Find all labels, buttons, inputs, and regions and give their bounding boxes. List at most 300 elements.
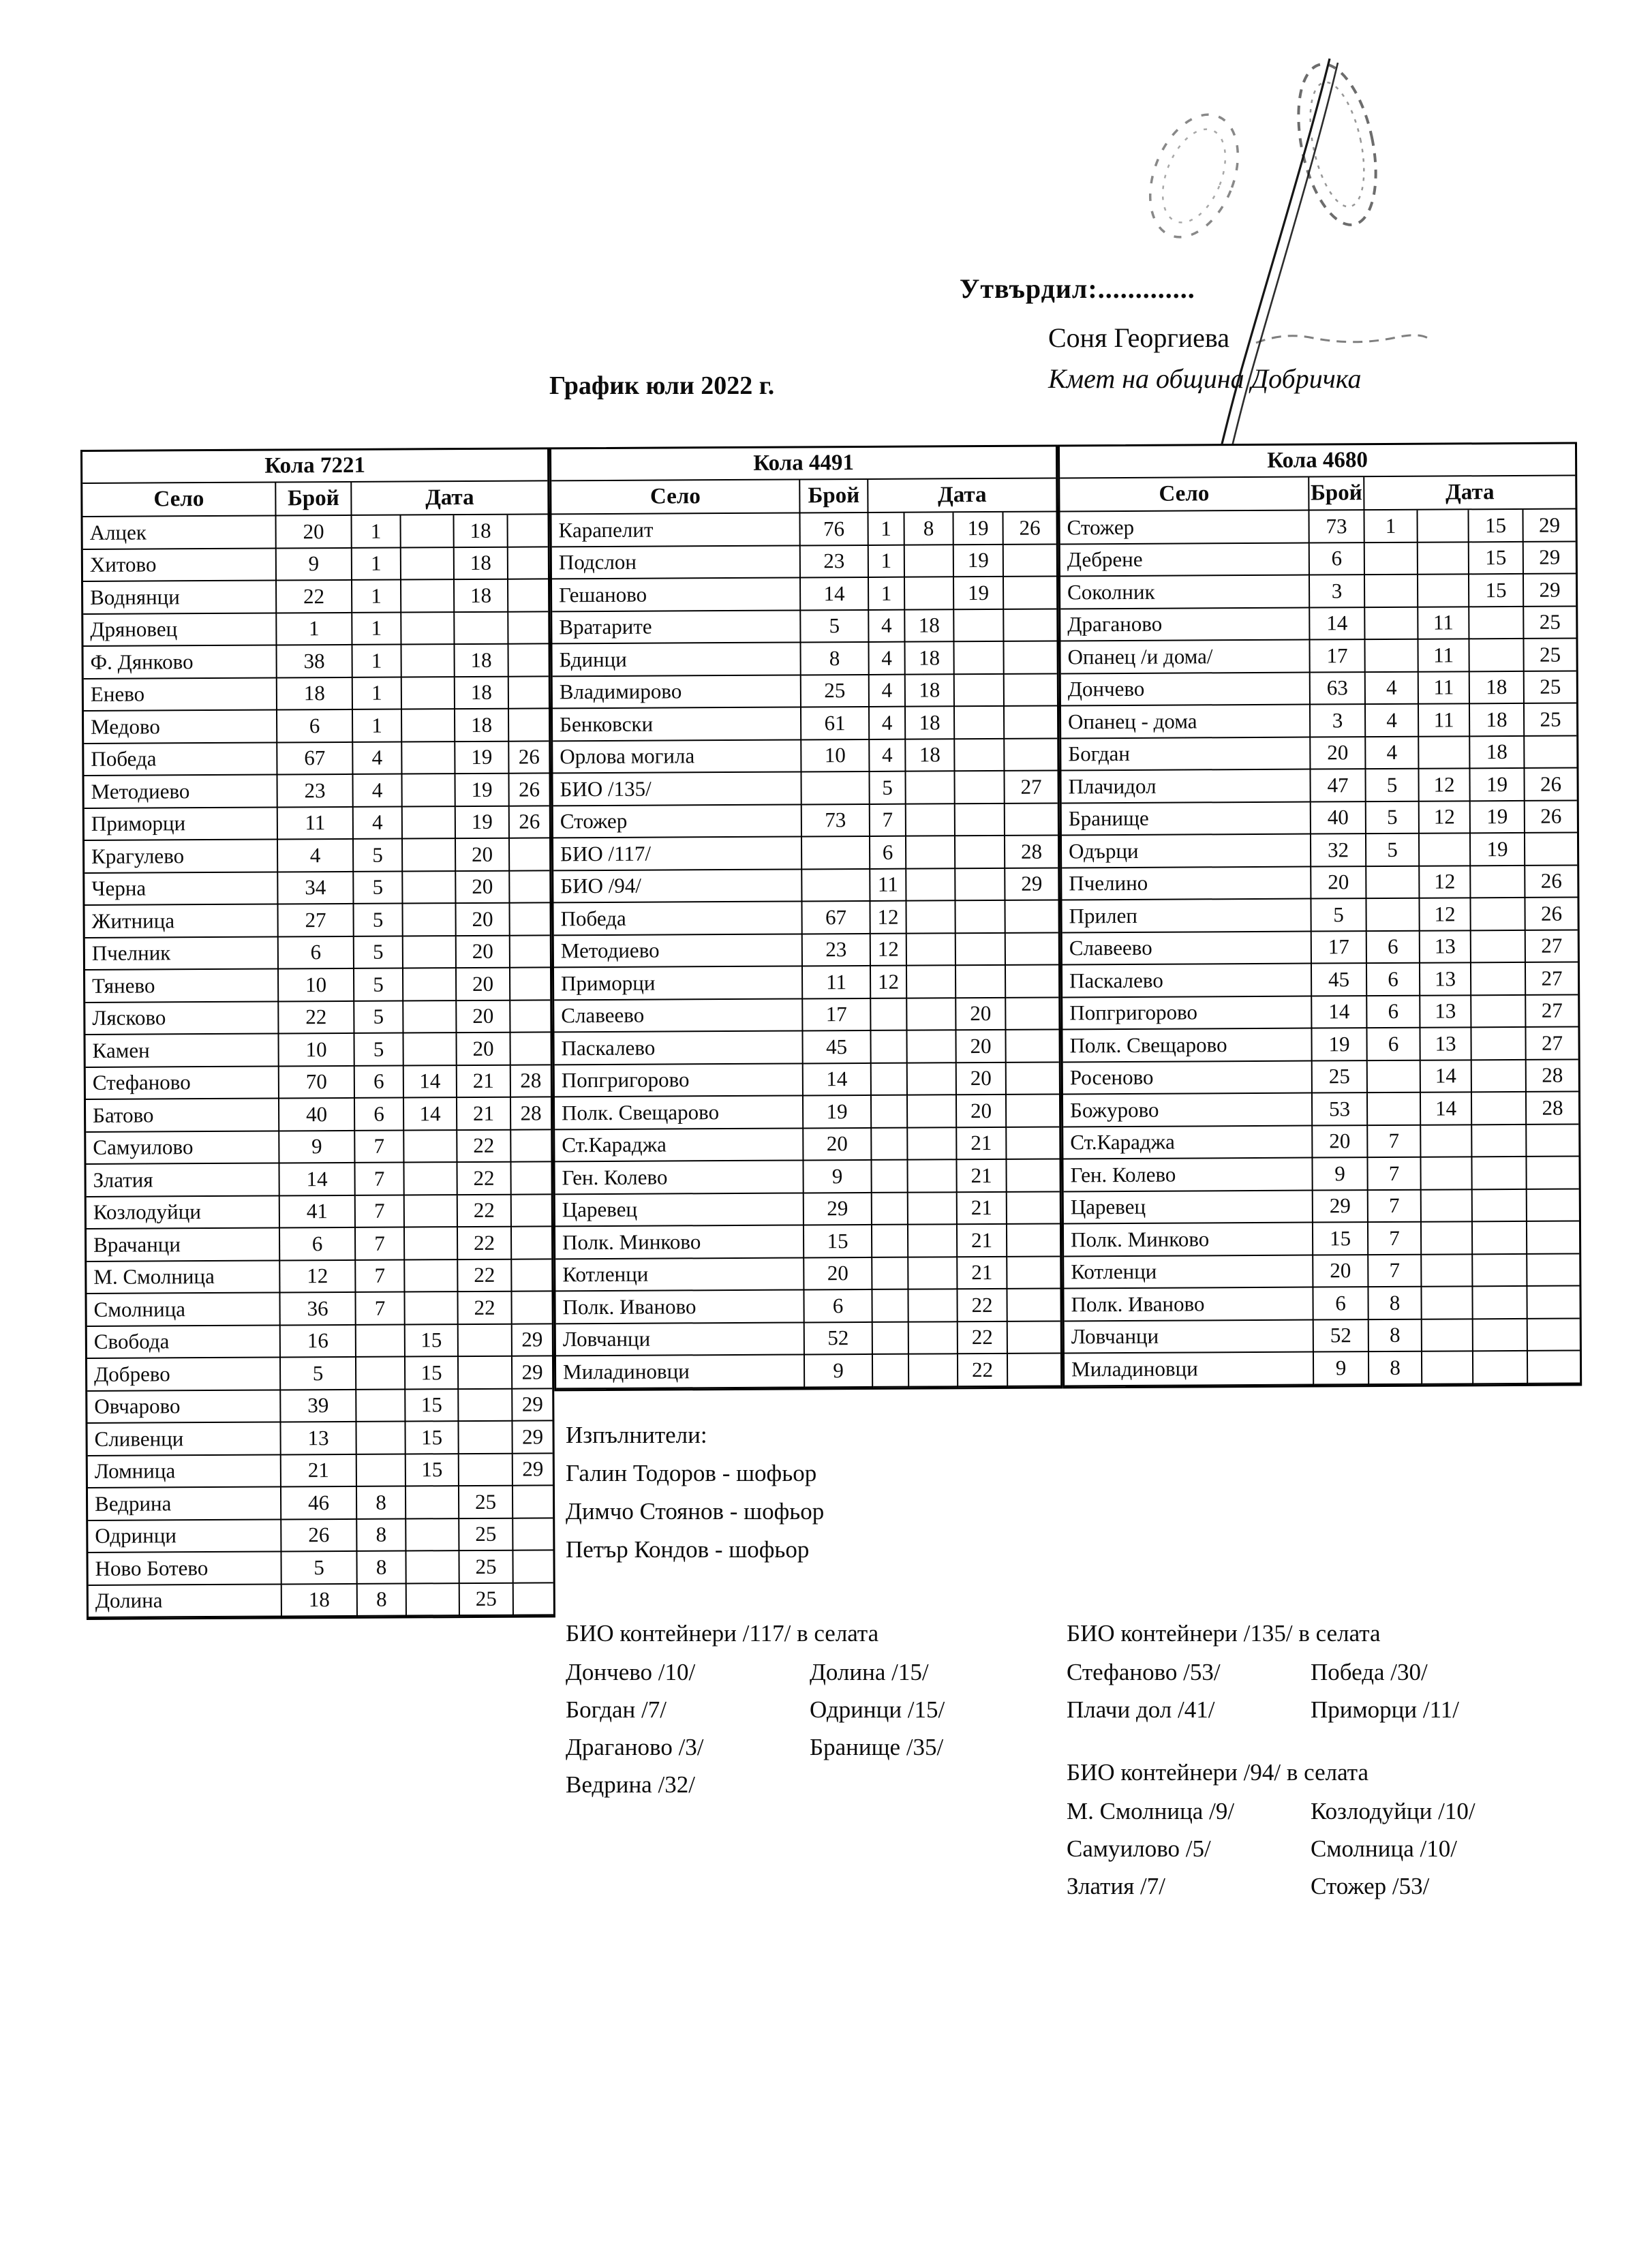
date-cell: 7 xyxy=(1368,1190,1422,1223)
date-cell: 26 xyxy=(1003,513,1056,545)
date-cell: 5 xyxy=(1366,834,1420,867)
date-cell: 26 xyxy=(1525,866,1577,898)
date-cell: 1 xyxy=(869,545,905,578)
date-cell: 18 xyxy=(455,547,508,580)
date-cell: 13 xyxy=(1420,1028,1471,1060)
date-cell xyxy=(1420,834,1471,866)
village-cell: Одринци xyxy=(88,1520,281,1553)
date-cell xyxy=(1005,707,1057,739)
date-cell xyxy=(403,936,457,969)
car-section-7221 xyxy=(80,447,555,1620)
date-cell: 7 xyxy=(1368,1125,1421,1158)
date-cell: 15 xyxy=(1469,575,1524,607)
count-cell: 20 xyxy=(1311,867,1366,900)
date-cell xyxy=(909,1322,958,1355)
car-section-4491 xyxy=(549,444,1062,1390)
date-cell: 1 xyxy=(352,516,401,549)
village-cell: Дряновец xyxy=(83,613,277,647)
date-cell: 22 xyxy=(458,1259,512,1292)
date-cell: 1 xyxy=(1364,510,1418,543)
count-cell: 52 xyxy=(1314,1320,1369,1353)
date-cell: 20 xyxy=(957,1095,1007,1128)
village-cell: Прилеп xyxy=(1062,900,1311,933)
date-cell xyxy=(1005,674,1057,707)
date-cell: 27 xyxy=(1526,995,1578,1028)
date-cell xyxy=(403,774,456,807)
date-cell: 11 xyxy=(1419,704,1470,737)
count-cell: 9 xyxy=(1314,1352,1369,1385)
date-cell: 28 xyxy=(1527,1060,1578,1092)
date-cell xyxy=(356,1422,406,1455)
date-cell: 25 xyxy=(459,1551,513,1584)
date-cell: 5 xyxy=(354,969,403,1002)
date-cell xyxy=(510,1000,550,1033)
date-cell: 6 xyxy=(1367,931,1420,964)
village-cell: Одърци xyxy=(1062,835,1311,868)
date-cell: 26 xyxy=(509,742,549,774)
date-cell xyxy=(872,1161,908,1193)
date-cell xyxy=(356,1390,406,1422)
date-cell: 25 xyxy=(460,1583,514,1616)
date-cell xyxy=(1007,1095,1059,1127)
village-cell: Житница xyxy=(85,904,279,938)
date-cell: 28 xyxy=(511,1065,551,1098)
count-cell: 9 xyxy=(1313,1158,1368,1191)
village-cell: Методиево xyxy=(85,775,278,808)
column-header-date: Дата xyxy=(1364,476,1575,511)
village-cell: Ведрина xyxy=(88,1487,281,1520)
bio-block-title: БИО контейнери /135/ в селата xyxy=(1067,1620,1381,1647)
village-cell: Котленци xyxy=(1064,1255,1313,1289)
bio-list-item: Козлодуйци /10/ xyxy=(1311,1797,1475,1824)
village-cell: Воднянци xyxy=(83,581,277,614)
date-cell: 8 xyxy=(357,1552,406,1585)
village-cell: Тянево xyxy=(85,969,279,1003)
date-cell: 27 xyxy=(1526,963,1578,996)
date-cell: 20 xyxy=(456,871,510,904)
date-cell: 21 xyxy=(957,1160,1007,1193)
date-cell xyxy=(872,1063,908,1096)
date-cell: 18 xyxy=(455,709,509,742)
date-cell: 29 xyxy=(513,1389,552,1422)
count-cell: 9 xyxy=(805,1355,873,1388)
bio-list-item: Драганово /3/ xyxy=(566,1733,704,1760)
column-header-date: Дата xyxy=(868,479,1056,513)
village-cell: Камен xyxy=(85,1034,279,1067)
date-cell xyxy=(1365,640,1418,673)
date-cell: 20 xyxy=(956,1030,1006,1063)
date-cell: 19 xyxy=(455,742,509,774)
date-cell xyxy=(1005,804,1058,836)
count-cell: 11 xyxy=(278,807,354,840)
village-cell: Черна xyxy=(85,872,278,906)
executor-name: Димчо Стоянов - шофьор xyxy=(566,1498,825,1525)
date-cell xyxy=(908,1128,957,1161)
count-cell: 34 xyxy=(278,872,354,904)
executors-title: Изпълнители: xyxy=(566,1422,707,1448)
date-cell xyxy=(513,1518,553,1551)
village-cell: Котленци xyxy=(555,1258,804,1291)
date-cell xyxy=(403,1033,457,1066)
date-cell xyxy=(1005,739,1057,771)
date-cell xyxy=(1007,1224,1060,1257)
date-cell xyxy=(1473,1287,1527,1319)
bio-list-item: Приморци /11/ xyxy=(1311,1696,1460,1723)
date-cell: 6 xyxy=(1367,1028,1420,1061)
date-cell: 14 xyxy=(1421,1092,1472,1125)
village-cell: Стефаново xyxy=(86,1067,279,1100)
village-cell: Владимирово xyxy=(553,675,801,709)
date-cell: 12 xyxy=(871,934,907,966)
date-cell: 1 xyxy=(352,548,401,581)
count-cell: 17 xyxy=(803,998,871,1031)
date-cell xyxy=(403,1001,457,1034)
date-cell: 4 xyxy=(353,742,402,775)
count-cell: 15 xyxy=(804,1225,872,1258)
date-cell xyxy=(1472,1125,1527,1157)
column-header-village: Село xyxy=(82,483,276,517)
date-cell: 26 xyxy=(1525,801,1577,834)
village-cell: Сливенци xyxy=(87,1422,281,1456)
date-cell xyxy=(403,904,456,936)
date-cell xyxy=(508,612,548,645)
village-cell: Врачанци xyxy=(87,1228,280,1262)
bio-list-item: Плачи дол /41/ xyxy=(1067,1696,1215,1723)
bio-list-item: Златия /7/ xyxy=(1067,1872,1165,1899)
count-cell: 39 xyxy=(281,1390,356,1422)
date-cell: 21 xyxy=(958,1257,1007,1289)
date-cell xyxy=(1368,1060,1421,1093)
date-cell: 4 xyxy=(869,643,905,675)
date-cell: 4 xyxy=(870,739,906,772)
date-cell xyxy=(1366,866,1420,899)
executor-name: Галин Тодоров - шофьор xyxy=(566,1460,817,1486)
date-cell xyxy=(1422,1190,1473,1223)
date-cell xyxy=(513,1550,553,1583)
date-cell xyxy=(1418,542,1469,575)
village-cell: Славеево xyxy=(554,999,803,1033)
village-cell: Полк. Иваново xyxy=(555,1290,804,1324)
date-cell xyxy=(403,872,456,904)
date-cell: 29 xyxy=(1524,542,1576,575)
village-cell: Лясково xyxy=(85,1002,279,1035)
count-cell xyxy=(802,869,870,902)
date-cell: 7 xyxy=(356,1293,405,1326)
village-cell: Самуилово xyxy=(86,1131,279,1165)
date-cell xyxy=(404,1163,457,1195)
village-cell: Миладиновци xyxy=(1065,1353,1314,1386)
date-cell xyxy=(510,838,549,871)
date-cell: 15 xyxy=(406,1357,459,1390)
date-cell: 5 xyxy=(354,1034,403,1067)
date-cell xyxy=(1004,577,1056,610)
count-cell: 17 xyxy=(1310,640,1365,673)
date-cell: 20 xyxy=(956,998,1006,1030)
date-cell xyxy=(1007,1127,1059,1160)
date-cell: 20 xyxy=(957,1063,1007,1095)
bio-list-item: Дончево /10/ xyxy=(566,1658,696,1685)
village-cell: Бранище xyxy=(1062,802,1311,836)
count-cell: 20 xyxy=(1311,737,1366,770)
date-cell: 21 xyxy=(958,1192,1007,1225)
approval-signer-name: Соня Георгиева xyxy=(1048,322,1229,353)
date-cell: 26 xyxy=(509,774,549,806)
document-title: График юли 2022 г. xyxy=(549,371,775,400)
count-cell: 5 xyxy=(1311,899,1366,932)
date-cell xyxy=(1471,866,1525,898)
date-cell: 5 xyxy=(354,872,403,904)
date-cell: 26 xyxy=(510,806,549,839)
date-cell: 21 xyxy=(957,1127,1007,1160)
count-cell: 4 xyxy=(278,840,354,872)
village-cell: БИО /135/ xyxy=(553,772,801,806)
date-cell: 1 xyxy=(352,613,401,645)
date-cell: 22 xyxy=(457,1163,511,1195)
date-cell xyxy=(1422,1351,1473,1384)
date-cell: 15 xyxy=(1469,542,1524,575)
count-cell: 29 xyxy=(804,1193,872,1225)
count-cell: 14 xyxy=(801,578,869,611)
bio-block-list xyxy=(1067,1792,1556,1905)
date-cell: 20 xyxy=(456,839,510,872)
bio-list-item: Победа /30/ xyxy=(1311,1658,1428,1685)
date-cell: 25 xyxy=(1524,639,1576,672)
date-cell xyxy=(1004,545,1056,577)
date-cell: 12 xyxy=(871,966,907,999)
date-cell xyxy=(955,804,1005,836)
date-cell: 11 xyxy=(870,869,906,902)
date-cell xyxy=(908,1289,958,1322)
date-cell xyxy=(1527,1125,1578,1157)
date-cell: 21 xyxy=(457,1098,511,1131)
date-cell xyxy=(357,1454,406,1487)
date-cell xyxy=(404,1131,457,1163)
date-cell: 15 xyxy=(406,1325,459,1358)
date-cell xyxy=(1472,1157,1527,1190)
bio-block-title: БИО контейнери /117/ в селата xyxy=(566,1620,879,1647)
count-cell: 10 xyxy=(279,969,354,1002)
date-cell: 8 xyxy=(1369,1352,1422,1385)
date-cell xyxy=(1007,1159,1059,1192)
date-cell: 13 xyxy=(1420,931,1471,964)
date-cell: 18 xyxy=(905,610,954,643)
date-cell: 19 xyxy=(954,577,1004,610)
date-cell xyxy=(907,998,956,1031)
date-cell: 7 xyxy=(1368,1158,1421,1191)
count-cell: 73 xyxy=(1309,510,1364,543)
date-cell xyxy=(1525,834,1577,866)
count-cell: 25 xyxy=(1313,1061,1368,1094)
date-cell: 15 xyxy=(406,1422,459,1454)
car-title: Кола 4491 xyxy=(551,447,1056,482)
village-cell: Алцек xyxy=(83,516,277,549)
date-cell xyxy=(403,968,457,1001)
bio-list-item: Богдан /7/ xyxy=(566,1696,667,1723)
village-cell: Попгригорово xyxy=(1062,996,1312,1030)
date-cell xyxy=(1471,963,1526,996)
village-cell: Долина xyxy=(89,1585,282,1618)
village-cell: Миладиновци xyxy=(556,1355,805,1388)
bio-block-title: БИО контейнери /94/ в селата xyxy=(1067,1759,1368,1786)
date-cell xyxy=(1528,1351,1580,1384)
date-cell: 19 xyxy=(954,545,1004,577)
count-cell: 40 xyxy=(1311,802,1366,835)
date-cell xyxy=(1473,1351,1528,1384)
count-cell: 25 xyxy=(801,675,870,707)
village-cell: Дончево xyxy=(1061,673,1311,706)
date-cell: 12 xyxy=(1419,769,1470,801)
date-cell xyxy=(872,1096,908,1129)
count-cell: 20 xyxy=(1313,1255,1368,1288)
count-cell: 41 xyxy=(280,1195,356,1228)
village-cell: Паскалево xyxy=(1062,964,1312,998)
date-cell: 21 xyxy=(457,1065,511,1098)
date-cell xyxy=(1422,1255,1473,1287)
date-cell xyxy=(955,674,1005,707)
date-cell xyxy=(407,1584,460,1617)
date-cell xyxy=(511,1130,551,1163)
village-cell: Ст.Караджа xyxy=(555,1129,804,1162)
date-cell xyxy=(1368,1093,1421,1126)
count-cell: 14 xyxy=(804,1063,872,1096)
approval-signer-role: Кмет на община Добричка xyxy=(1048,363,1362,394)
date-cell xyxy=(512,1291,551,1324)
date-cell xyxy=(1473,1254,1527,1287)
date-cell xyxy=(907,934,956,966)
count-cell: 52 xyxy=(805,1322,873,1355)
village-cell: Опанец - дома xyxy=(1061,705,1311,739)
village-cell: Свобода xyxy=(87,1326,281,1359)
date-cell xyxy=(508,579,548,612)
village-cell: Ф. Дянково xyxy=(84,645,277,679)
executor-name: Петър Кондов - шофьор xyxy=(566,1536,810,1563)
bio-block-list xyxy=(1067,1653,1556,1728)
village-cell: Приморци xyxy=(554,966,803,1000)
village-cell: Орлова могила xyxy=(553,740,801,774)
village-cell: Ловчанци xyxy=(1065,1320,1314,1354)
date-cell: 14 xyxy=(1421,1060,1472,1093)
date-cell: 5 xyxy=(354,840,403,872)
date-cell: 22 xyxy=(457,1130,511,1163)
bio-containers-135-block xyxy=(1067,1614,1556,1728)
date-cell: 19 xyxy=(1470,769,1525,801)
date-cell: 7 xyxy=(356,1195,405,1228)
count-cell: 45 xyxy=(1312,964,1367,996)
count-cell: 5 xyxy=(801,610,869,643)
village-cell: Пчелино xyxy=(1062,867,1311,900)
village-cell: Полк. Свещарово xyxy=(555,1096,804,1129)
count-cell: 45 xyxy=(803,1031,871,1064)
count-cell: 5 xyxy=(281,1358,356,1390)
count-cell: 36 xyxy=(280,1293,356,1326)
count-cell: 20 xyxy=(277,516,352,549)
schedule-table xyxy=(80,442,1583,1620)
date-cell: 26 xyxy=(1525,898,1577,931)
date-cell: 1 xyxy=(869,513,905,546)
date-cell: 25 xyxy=(1524,607,1576,639)
date-cell xyxy=(1527,1157,1578,1190)
date-cell xyxy=(401,515,455,548)
bio-list-item: Долина /15/ xyxy=(810,1658,929,1685)
date-cell xyxy=(1366,899,1420,932)
date-cell xyxy=(955,707,1005,739)
count-cell: 9 xyxy=(804,1161,872,1193)
date-cell xyxy=(459,1389,513,1422)
date-cell: 25 xyxy=(1525,671,1576,704)
date-cell xyxy=(905,577,954,610)
date-cell: 22 xyxy=(458,1227,512,1260)
count-cell: 23 xyxy=(801,545,869,578)
date-cell xyxy=(1527,1222,1579,1255)
date-cell xyxy=(955,771,1005,804)
village-cell: Драганово xyxy=(1060,608,1310,641)
date-cell: 12 xyxy=(1420,801,1471,834)
date-cell: 21 xyxy=(958,1225,1007,1257)
date-cell xyxy=(907,966,956,998)
village-cell: Славеево xyxy=(1062,932,1312,965)
count-cell: 14 xyxy=(1312,996,1367,1029)
date-cell xyxy=(908,1063,957,1096)
date-cell: 6 xyxy=(1367,996,1420,1028)
bio-list-item: М. Смолница /9/ xyxy=(1067,1797,1235,1824)
count-cell: 20 xyxy=(804,1257,872,1290)
date-cell xyxy=(1007,1192,1060,1225)
date-cell: 19 xyxy=(1471,801,1525,834)
date-cell xyxy=(872,1225,908,1258)
village-cell: Добрево xyxy=(87,1358,281,1391)
date-cell xyxy=(1005,900,1058,933)
date-cell xyxy=(1418,510,1469,542)
count-cell: 23 xyxy=(278,775,354,808)
village-cell: Стожер xyxy=(553,805,802,838)
date-cell xyxy=(510,871,549,904)
bio-list-item: Стожер /53/ xyxy=(1311,1872,1430,1899)
village-cell: Попгригорово xyxy=(555,1064,804,1097)
count-cell: 40 xyxy=(279,1099,355,1131)
village-cell: Паскалево xyxy=(554,1031,803,1065)
date-cell xyxy=(908,1225,958,1257)
date-cell xyxy=(512,1195,551,1227)
count-cell: 73 xyxy=(802,804,870,837)
date-cell xyxy=(908,1257,958,1290)
count-cell: 20 xyxy=(1313,1126,1368,1159)
date-cell xyxy=(955,739,1005,771)
date-cell: 22 xyxy=(458,1195,512,1227)
count-cell xyxy=(802,837,870,870)
count-cell: 3 xyxy=(1310,575,1365,608)
count-cell: 6 xyxy=(1313,1287,1368,1320)
date-cell: 13 xyxy=(1420,996,1471,1028)
date-cell xyxy=(1473,1222,1527,1255)
date-cell xyxy=(1422,1222,1473,1255)
date-cell xyxy=(405,1260,458,1293)
village-cell: Пчелник xyxy=(85,937,279,970)
village-cell: Богдан xyxy=(1061,737,1311,771)
date-cell: 29 xyxy=(1523,510,1575,542)
date-cell xyxy=(1006,1030,1058,1063)
date-cell xyxy=(956,966,1006,998)
village-cell: Полк. Иваново xyxy=(1064,1288,1313,1321)
village-cell: Победа xyxy=(84,743,277,776)
date-cell xyxy=(406,1486,459,1519)
village-cell: Плачидол xyxy=(1061,770,1311,804)
count-cell: 32 xyxy=(1311,834,1366,867)
bio-list-item: Бранище /35/ xyxy=(810,1733,944,1760)
village-cell: Ловчанци xyxy=(556,1323,805,1356)
bio-list-item: Самуилово /5/ xyxy=(1067,1835,1211,1862)
date-cell: 20 xyxy=(457,1000,510,1033)
date-cell: 7 xyxy=(1368,1255,1422,1287)
